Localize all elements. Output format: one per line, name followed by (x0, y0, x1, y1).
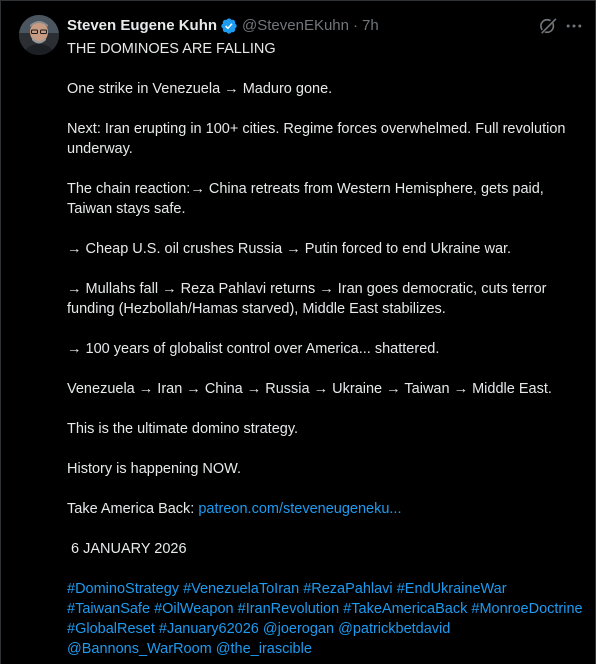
hashtag-link[interactable]: #January62026 (158, 621, 259, 637)
cta-label: Take America Back: (67, 501, 199, 517)
hashtag-link[interactable]: #DominoStrategy (67, 581, 180, 597)
mention-link[interactable]: @Bannons_WarRoom (67, 641, 212, 657)
hashtag-link[interactable]: #OilWeapon (154, 601, 234, 617)
mention-link[interactable]: @patrickbetdavid (338, 621, 451, 637)
hashtag-link[interactable]: #RezaPahlavi (303, 581, 393, 597)
hashtag-link[interactable]: #TakeAmericaBack (343, 601, 468, 617)
avatar[interactable] (19, 15, 59, 55)
hashtag-link[interactable]: #GlobalReset (67, 621, 155, 637)
post-paragraph: History is happening NOW. (67, 461, 242, 477)
tweet-body (67, 39, 587, 659)
post-timestamp[interactable]: 7h (362, 17, 379, 34)
patreon-link[interactable]: patreon.com/steveneugeneku... (198, 501, 402, 517)
hashtag-link[interactable]: #VenezuelaToIran (183, 581, 300, 597)
call-to-action (67, 499, 587, 519)
avatar-photo (19, 15, 59, 55)
post-headline: THE DOMINOES ARE FALLING (67, 41, 276, 57)
post-paragraph: This is the ultimate domino strategy. (67, 421, 299, 437)
tweet-header (67, 16, 379, 36)
post-paragraph: One strike in Venezuela → Maduro gone. (67, 81, 333, 97)
mention-link[interactable]: @the_irascible (215, 641, 312, 657)
post-paragraph: → Mullahs fall → Reza Pahlavi returns → Iran goes democratic, cuts terror funding (Hezbollah/Hamas starved), Middle East stabilizes. (67, 281, 547, 317)
post-paragraph: Next: Iran erupting in 100+ cities. Regime forces overwhelmed. Full revolution underway. (67, 121, 566, 157)
hashtag-link[interactable]: #EndUkraineWar (396, 581, 507, 597)
author-handle[interactable]: @StevenEKuhn (242, 17, 349, 34)
more-options-icon[interactable] (564, 16, 584, 36)
hashtag-link[interactable]: #TaiwanSafe (67, 601, 151, 617)
post-paragraph: The chain reaction:→ China retreats from Western Hemisphere, gets paid, Taiwan stays safe. (67, 181, 544, 217)
mention-link[interactable]: @joerogan (262, 621, 335, 637)
hashtag-list (67, 579, 587, 659)
post-paragraph: → Cheap U.S. oil crushes Russia → Putin forced to end Ukraine war. (67, 241, 512, 257)
post-date: 6 JANUARY 2026 (71, 541, 187, 557)
verified-badge-icon[interactable] (220, 17, 238, 35)
author-display-name[interactable]: Steven Eugene Kuhn (67, 17, 218, 34)
post-paragraph: Venezuela → Iran → China → Russia → Ukraine → Taiwan → Middle East. (67, 381, 552, 397)
post-paragraph: → 100 years of globalist control over America... shattered. (67, 341, 440, 357)
hashtag-link[interactable]: #MonroeDoctrine (471, 601, 583, 617)
grok-icon[interactable] (538, 16, 558, 36)
hashtag-link[interactable]: #IranRevolution (237, 601, 340, 617)
separator-dot: · (353, 17, 358, 34)
